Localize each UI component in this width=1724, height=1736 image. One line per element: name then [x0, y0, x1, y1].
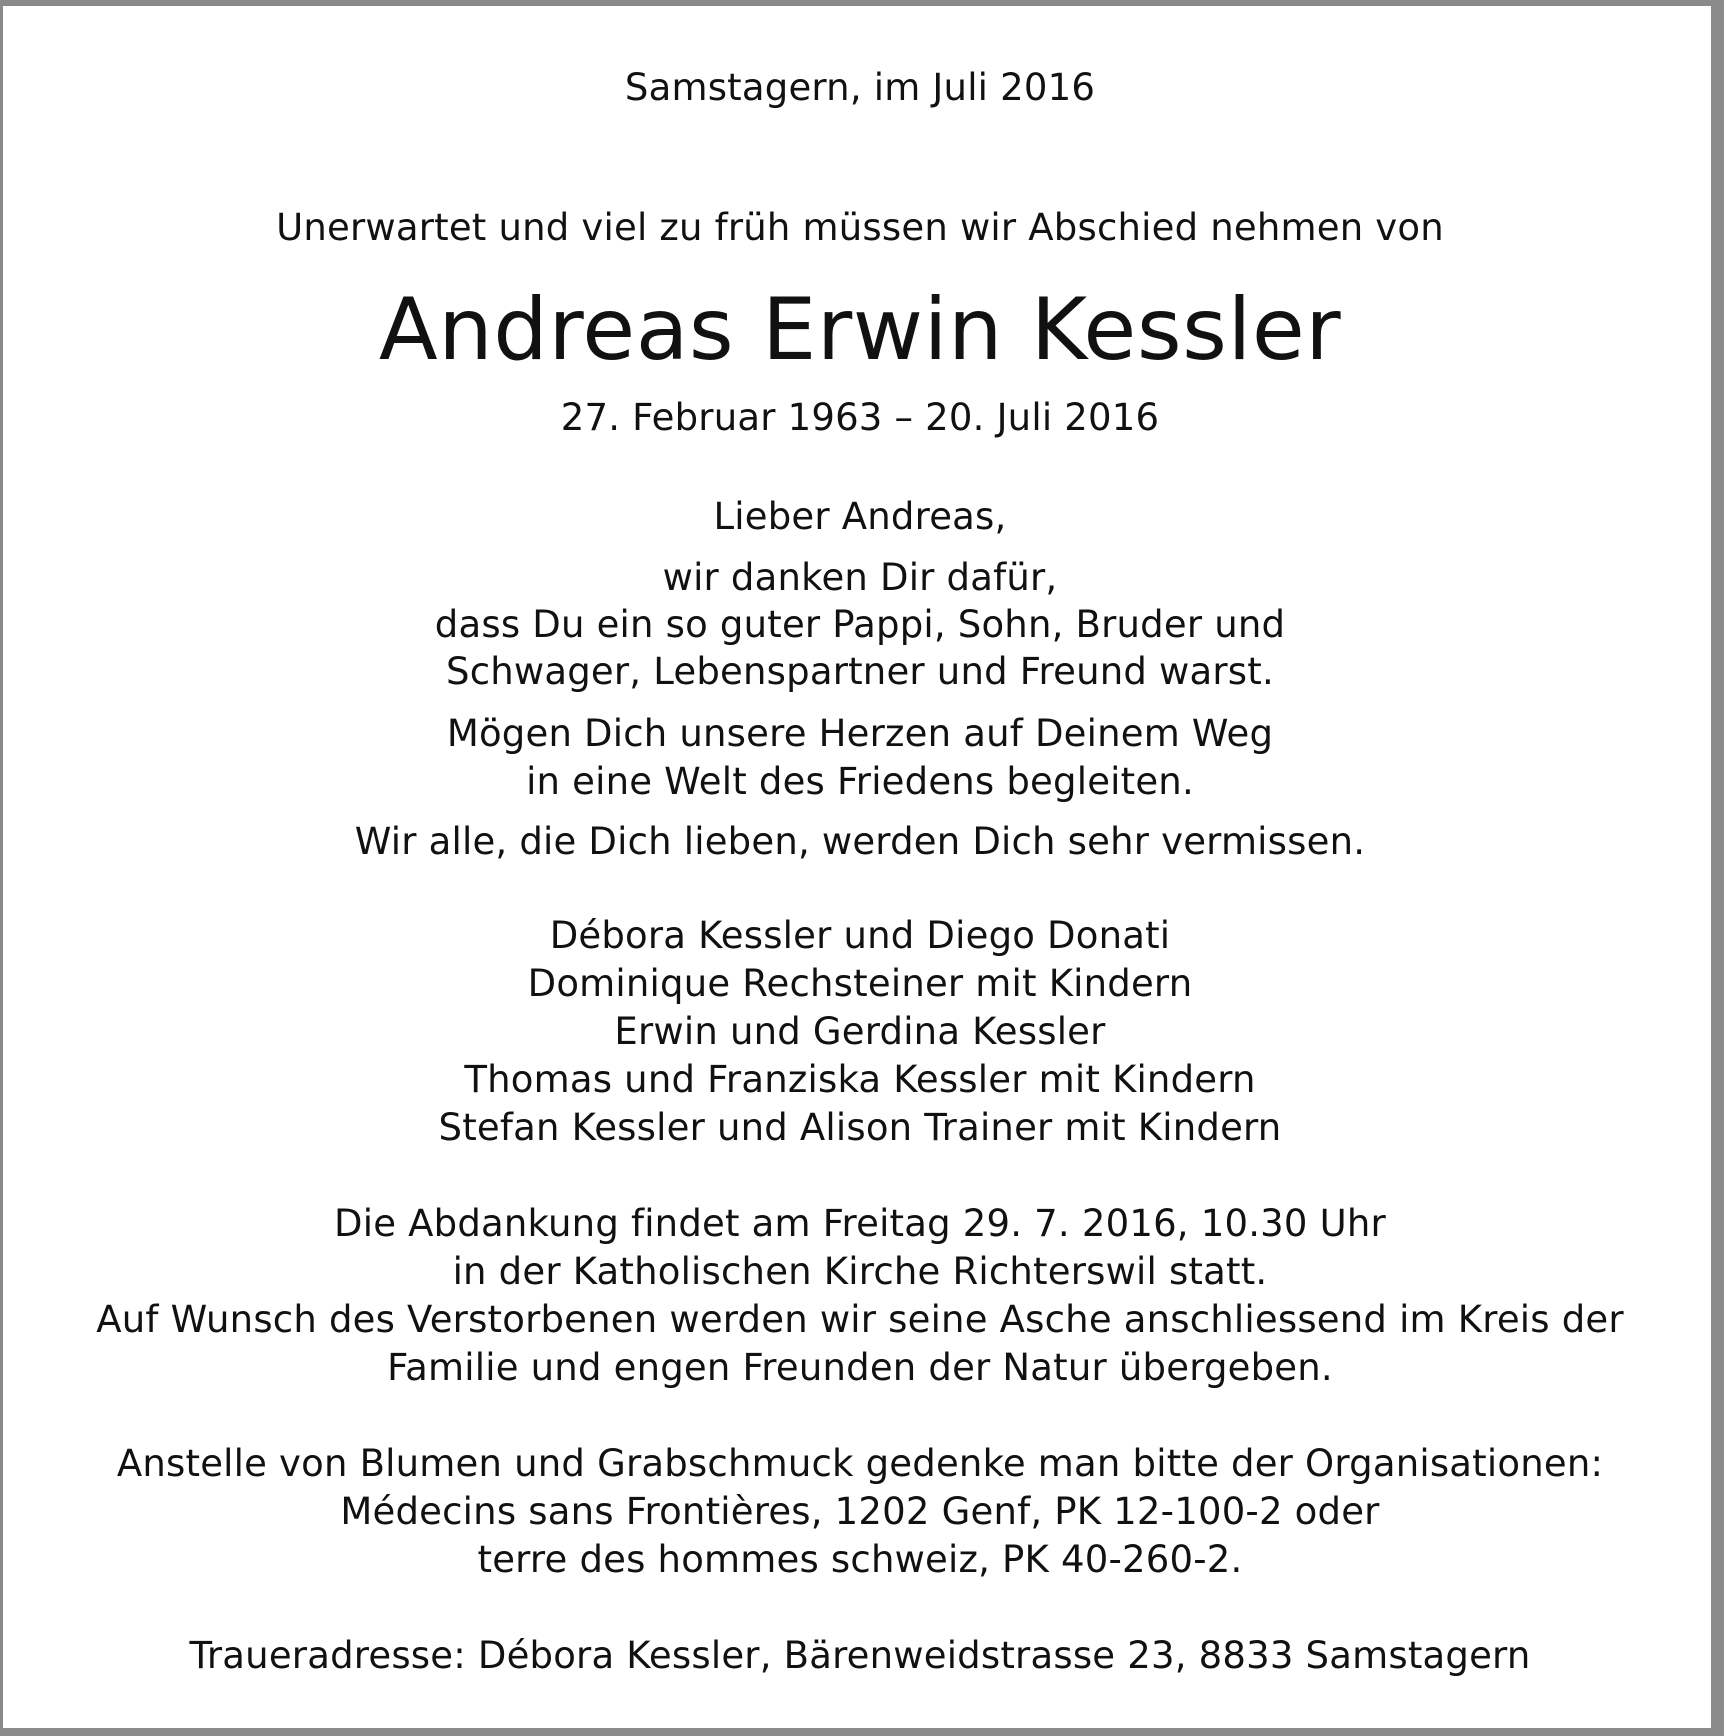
mourner-line: Stefan Kessler und Alison Trainer mit Kindern — [438, 1106, 1282, 1149]
donation-line: Anstelle von Blumen und Grabschmuck gedenke man bitte der Organisationen: — [116, 1442, 1604, 1485]
mourner-line: Dominique Rechsteiner mit Kindern — [527, 962, 1193, 1005]
service-line: in der Katholischen Kirche Richterswil statt. — [452, 1250, 1268, 1293]
place-date: Samstagern, im Juli 2016 — [624, 66, 1096, 109]
donation-line: Médecins sans Frontières, 1202 Genf, PK 12-100-2 oder — [340, 1490, 1380, 1533]
donation-line: terre des hommes schweiz, PK 40-260-2. — [477, 1538, 1243, 1581]
service-line: Die Abdankung findet am Freitag 29. 7. 2016, 10.30 Uhr — [334, 1202, 1386, 1245]
service-line: Auf Wunsch des Verstorbenen werden wir seine Asche anschliessend im Kreis der — [96, 1298, 1624, 1341]
mourning-address: Traueradresse: Débora Kessler, Bärenweidstrasse 23, 8833 Samstagern — [189, 1634, 1531, 1677]
service-line: Familie und engen Freunden der Natur übergeben. — [387, 1346, 1333, 1389]
mourner-line: Erwin und Gerdina Kessler — [614, 1010, 1106, 1053]
poem-line: dass Du ein so guter Pappi, Sohn, Bruder und — [434, 603, 1286, 646]
poem-line: Lieber Andreas, — [713, 495, 1007, 538]
mourner-line: Thomas und Franziska Kessler mit Kindern — [464, 1058, 1256, 1101]
poem-line: Mögen Dich unsere Herzen auf Deinem Weg — [446, 712, 1274, 755]
poem-line: in eine Welt des Friedens begleiten. — [526, 760, 1194, 803]
intro-text: Unerwartet und viel zu früh müssen wir Abschied nehmen von — [276, 206, 1444, 249]
poem-line: Wir alle, die Dich lieben, werden Dich sehr vermissen. — [354, 820, 1366, 863]
life-dates: 27. Februar 1963 – 20. Juli 2016 — [560, 396, 1160, 439]
deceased-name: Andreas Erwin Kessler — [378, 280, 1342, 380]
poem-line: wir danken Dir dafür, — [662, 556, 1058, 599]
mourner-line: Débora Kessler und Diego Donati — [549, 914, 1171, 957]
poem-line: Schwager, Lebenspartner und Freund warst. — [446, 650, 1274, 693]
